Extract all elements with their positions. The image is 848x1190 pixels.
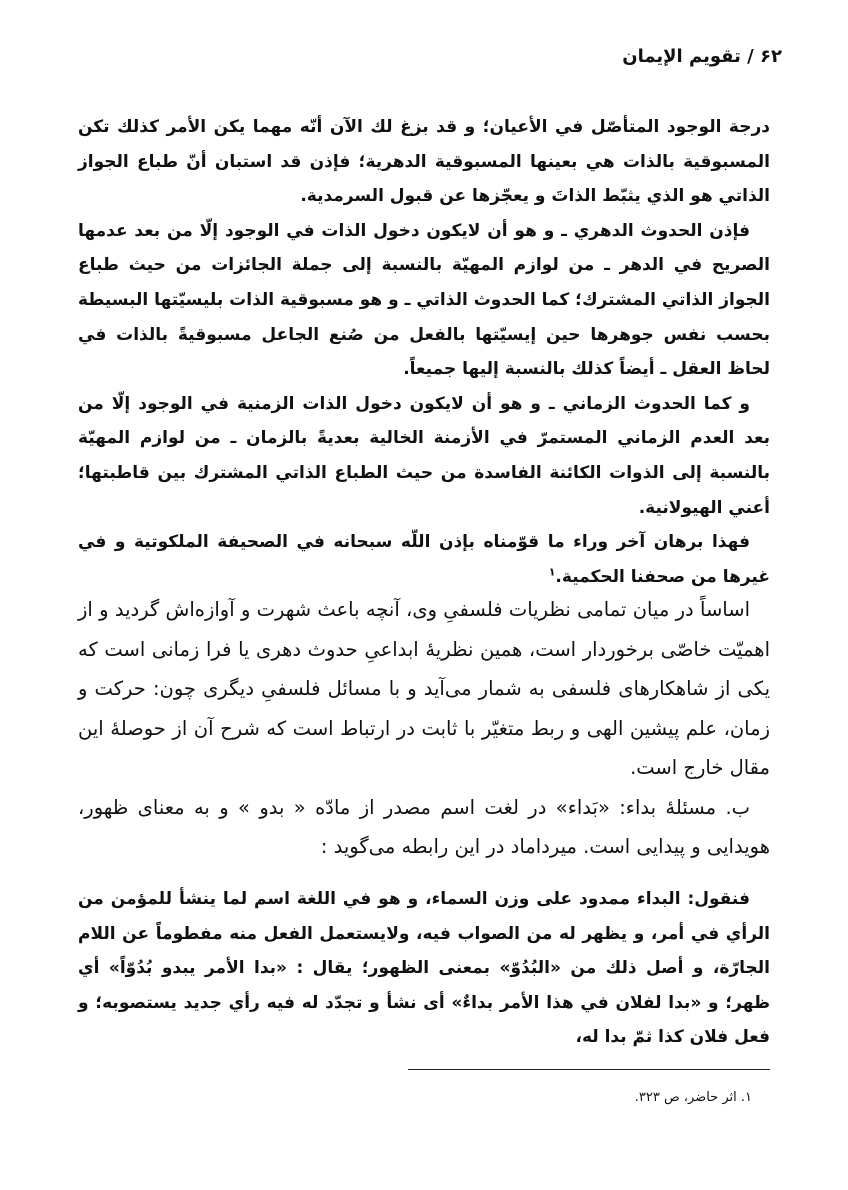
persian-paragraph-1: اساساً در میان تمامی نظریات فلسفیِ وی، آنچه باعث شهرت و آوازه‌اش گردید و از اهمیّت خاصّی برخوردار است، همین نظریهٔ ابداعیِ حدوث دهری یا فرا زمانی است که یکی از شاهکارهای فلسفی به شمار می‌آید و با مسائل فلسفیِ دیگری چون: حرکت و زمان، علم پیشین الهی و ربط متغیّر با ثابت در ارتباط است که شرح آن از حوصلهٔ این مقال خارج است.	[78, 598, 770, 779]
persian-paragraph-2: ب. مسئلهٔ بداء: «بَداء» در لغت اسم مصدر از مادّه « بدو » و به معنای ظهور، هویدایی و پیدایی است. میرداماد در این رابطه می‌گوید :	[78, 795, 770, 858]
quote1-paragraph-1: درجة الوجود المتأصّل في الأعيان؛ و قد بزغ لك الآن أنّه مهما يكن الأمر كذلك تكن المسبوقية بالذات هي بعينها المسبوقية الدهرية؛ فإذن قد استبان أنّ طباع الجواز الذاتي هو الذي يثبّط الذاتَ و يعجّزها عن قبول السرمدية.	[78, 117, 770, 207]
book-title: تقویم الإیمان	[622, 46, 741, 67]
footnote: ١. اثر حاضر، ص ٣٢٣.	[634, 1090, 752, 1105]
page-header	[622, 46, 782, 67]
quote1-paragraph-4-text: فهذا برهان آخر وراء ما قوّمناه بإذن اللّه سبحانه في الصحيفة الملكوتية و في غيرها من صحفنا الحكمية.	[78, 532, 770, 587]
page-number: ۶۲	[760, 46, 782, 67]
footnote-marker: ١	[548, 565, 556, 579]
quote1-paragraph-4	[78, 525, 770, 594]
header-separator: /	[747, 46, 754, 67]
persian-body-text	[78, 590, 770, 867]
quote1-paragraph-2: فإذن الحدوث الدهري ـ و هو أن لايكون دخول الذات في الوجود إلّا من بعد عدمها الصريح في الدهر ـ من لوازم المهيّة بالنسبة إلى جملة الجائزات من حيث طباع الجواز الذاتي المشترك؛ كما الحدوث الذاتي ـ و هو مسبوقية الذات بليسيّتها البسيطة بحسب نفس جوهرها حين إيسيّتها بالفعل من صُنع الجاعل مسبوقيةً بالذات في لحاظ العقل ـ أيضاً كذلك بالنسبة إليها جميعاً.	[78, 220, 770, 380]
arabic-quotation-2	[78, 882, 770, 1055]
arabic-quotation-1	[78, 110, 770, 594]
quote2-paragraph-1: فنقول: البداء ممدود على وزن السماء، و هو في اللغة اسم لما ينشأ للمؤمن من الرأي في أمر، و يظهر له من الصواب فيه، ولايستعمل الفعل منه مفطوماً عن اللام الجارّة، و أصل ذلك من «البُدُوّ» بمعنى الظهور؛ يقال : «بدا الأمر يبدو بُدُوّاً» أي ظهر؛ و «بدا لفلان في هذا الأمر بداءٌ» أى نشأ و تجدّد له فيه رأي جديد يستصوبه؛ و فعل فلان كذا ثمّ بدا له،	[78, 889, 770, 1048]
footnote-divider	[408, 1069, 770, 1070]
quote1-paragraph-3: و كما الحدوث الزماني ـ و هو أن لايكون دخول الذات الزمنية في الوجود إلّا من بعد العدم الزماني المستمرّ في الأزمنة الخالية بعديةً بالزمان ـ من لوازم المهيّة بالنسبة إلى الذوات الكائنة الفاسدة من حيث الطباع الذاتي المشترك بين قاطبتها؛ أعني الهيولانية.	[78, 393, 770, 518]
